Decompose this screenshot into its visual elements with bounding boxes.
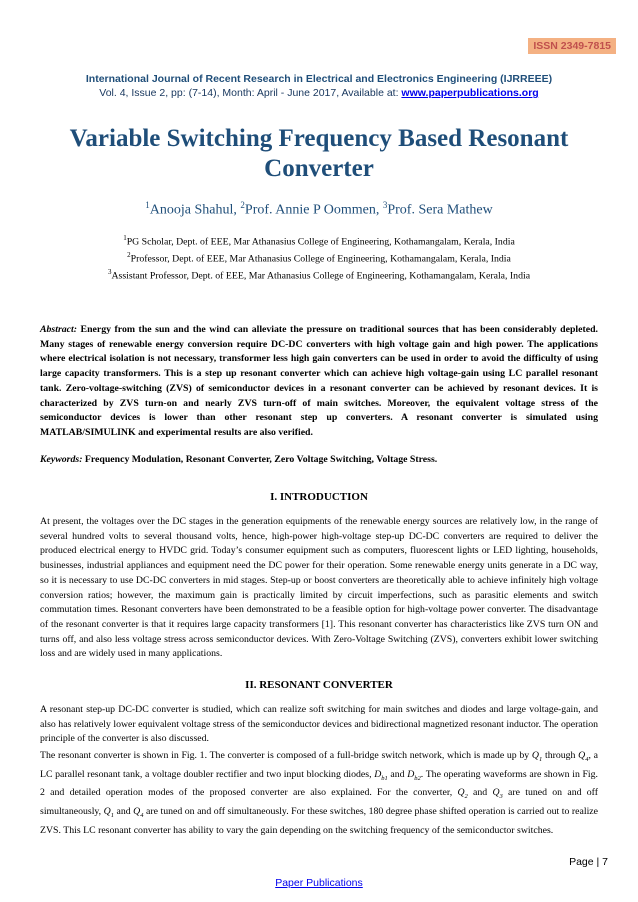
affiliation-1 bbox=[40, 232, 598, 249]
symbol-q1 bbox=[532, 750, 542, 761]
rc-text-6: and bbox=[467, 787, 493, 799]
symbol-q2-base: Q bbox=[457, 787, 465, 799]
abstract bbox=[40, 323, 598, 441]
keywords-label: Keywords: bbox=[40, 454, 83, 465]
introduction-paragraph: At present, the voltages over the DC stages in the generation equipments of the renewable energy sources are relatively low, in the range of several hundred volts to several thousand volts, hence, high-power high-voltage step-up DC-DC converters are required to deliver the produced electrical energy to HVDC grid. Today’s consumer equipment such as computers, fluorescent lights or LED lighting, households, businesses, industrial appliances and equipment need the DC power for their operation. Some renewable energy units generate in a DC way, so it is necessary to use DC-DC converters in mid stages. Step-up or boost converters are theoretically able to achieve infinitely high voltage conversion ratios; however, the maximum gain is practically limited by circuit imperfections, such as parasitic elements and switch commutation times. Resonant converters have been demonstrated to be a feasible option for high-voltage power converter. The disadvantage of the resonant converter is that it requires large capacity transformers [1]. This resonant converter has characteristics like ZVS turn ON and turns off, and also less voltage stress across semiconductor devices. With Zero-Voltage Switching (ZVS), converters exhibit lower switching loss and are widely used in many applications. bbox=[40, 516, 598, 660]
journal-header bbox=[0, 72, 638, 100]
symbol-q1b-sub: 1 bbox=[110, 811, 114, 819]
symbol-q4-sub: 4 bbox=[585, 755, 589, 763]
affiliation-text-2: Professor, Dept. of EEE, Mar Athanasius College of Engineering, Kothamangalam, Kerala, India bbox=[130, 253, 511, 265]
issn-badge: ISSN 2349-7815 bbox=[528, 38, 616, 54]
publisher-link[interactable]: Paper Publications bbox=[275, 877, 363, 889]
journal-info-text: Vol. 4, Issue 2, pp: (7-14), Month: April - June 2017, Available at: bbox=[99, 87, 402, 99]
affiliation-text-3: Assistant Professor, Dept. of EEE, Mar Athanasius College of Engineering, Kothamangalam, Kerala, India bbox=[111, 269, 531, 281]
journal-url-link[interactable]: www.paperpublications.org bbox=[401, 87, 539, 99]
section-heading-introduction: I. INTRODUCTION bbox=[270, 491, 368, 503]
rc-text-5: . The operating waveforms are shown in Fig. 2 and detailed operation modes of the proposed converter are also explained. For the converter, bbox=[40, 768, 598, 799]
symbol-q3-base: Q bbox=[492, 787, 500, 799]
symbol-db2-sub: b2 bbox=[414, 774, 421, 782]
author-sup-1: 1 bbox=[145, 200, 150, 210]
keywords bbox=[40, 454, 598, 465]
affiliation-3 bbox=[40, 266, 598, 283]
symbol-db1-base: D bbox=[374, 768, 382, 780]
author-sup-2: 2 bbox=[240, 200, 245, 210]
abstract-label: Abstract: bbox=[40, 324, 78, 335]
symbol-q4b bbox=[133, 806, 143, 817]
rc-text-4: and bbox=[387, 768, 408, 780]
affiliation-2 bbox=[40, 249, 598, 266]
rc-text-7: are tuned on and off simultaneously, bbox=[40, 787, 598, 817]
symbol-q2 bbox=[457, 787, 468, 801]
keywords-text: Frequency Modulation, Resonant Converter, Zero Voltage Switching, Voltage Stress. bbox=[82, 454, 438, 465]
author-list bbox=[0, 200, 638, 219]
rc-text-2: through bbox=[542, 750, 579, 761]
symbol-q3-sub: 3 bbox=[499, 793, 503, 801]
symbol-db1-sub: b1 bbox=[381, 774, 388, 782]
symbol-db1 bbox=[374, 769, 388, 780]
author-3: Prof. Sera Mathew bbox=[387, 202, 493, 218]
author-2: Prof. Annie P Oommen, bbox=[244, 202, 383, 218]
symbol-q1b bbox=[104, 806, 114, 817]
resonant-converter-paragraph-2 bbox=[40, 749, 598, 838]
paper-title: Variable Switching Frequency Based Resonant Converter bbox=[69, 125, 569, 182]
rc-text-1: The resonant converter is shown in Fig. 1. The converter is composed of a full-bridge switch network, which is made up by bbox=[40, 750, 532, 761]
symbol-q1b-base: Q bbox=[103, 805, 111, 817]
rc-text-9: are tuned on and off simultaneously. For these switches, 180 degree phase shifted operation is carried out to realize ZVS. This LC resonant converter has ability to vary the gain depending on the switching frequency of the semiconductor switches. bbox=[40, 805, 598, 836]
rc-text-8: and bbox=[113, 805, 134, 817]
affiliation-text-1: PG Scholar, Dept. of EEE, Mar Athanasius College of Engineering, Kothamangalam, Kerala, India bbox=[126, 236, 515, 248]
author-1: Anooja Shahul, bbox=[149, 202, 241, 218]
affiliation-sup-1: 1 bbox=[123, 234, 127, 242]
rc-text-3: , a LC parallel resonant tank, a voltage doubler rectifier and two input blocking diodes, bbox=[40, 750, 599, 780]
affiliations bbox=[40, 232, 598, 282]
symbol-q4b-sub: 4 bbox=[140, 811, 144, 819]
resonant-converter-paragraph-1: A resonant step-up DC-DC converter is studied, which can realize soft switching for main switches and diodes and large voltage-gain, and also has relatively lower equivalent voltage stress of the semiconductor devices and bidirectional magnetized resonant inductor. The operation principle of the converter is also discussed. bbox=[40, 704, 598, 745]
journal-info bbox=[0, 86, 638, 100]
symbol-q2-sub: 2 bbox=[464, 793, 468, 801]
symbol-q4-base: Q bbox=[578, 750, 586, 761]
symbol-q1-sub: 1 bbox=[539, 755, 543, 763]
publisher-footer bbox=[0, 877, 638, 889]
section-heading-resonant-converter: II. RESONANT CONVERTER bbox=[245, 679, 393, 691]
journal-name: International Journal of Recent Research in Electrical and Electronics Engineering (IJRREEE) bbox=[85, 73, 553, 85]
page-number: Page | 7 bbox=[569, 856, 608, 868]
symbol-q4b-base: Q bbox=[133, 805, 141, 817]
author-sup-3: 3 bbox=[382, 200, 388, 210]
symbol-db2-base: D bbox=[407, 768, 415, 780]
symbol-db2 bbox=[407, 769, 421, 780]
affiliation-sup-3: 3 bbox=[107, 267, 112, 276]
symbol-q3 bbox=[492, 787, 503, 801]
affiliation-sup-2: 2 bbox=[127, 250, 131, 259]
symbol-q1-base: Q bbox=[531, 750, 539, 761]
abstract-text: Energy from the sun and the wind can alleviate the pressure on traditional sources that has been considerably depleted. Many stages of renewable energy conversion require DC-DC converters with high voltage gain and high power. The applications where electrical isolation is not necessary, transformer less high gain converters can be used in order to avoid the difficulty of using large capacity transformers. This is a step up resonant converter which can achieve high voltage-gain using LC parallel resonant tank. Zero-voltage-switching (ZVS) of semiconductor devices in a resonant converter can be achieved by resonant devices. It is characterized by ZVS turn-on and nearly ZVS turn-off of main switches. Moreover, the equivalent voltage stress of the semiconductor devices is lower than other resonant step up converters. A resonant converter is simulated using MATLAB/SIMULINK and experimental results are also verified. bbox=[40, 324, 598, 438]
symbol-q4 bbox=[578, 750, 588, 761]
